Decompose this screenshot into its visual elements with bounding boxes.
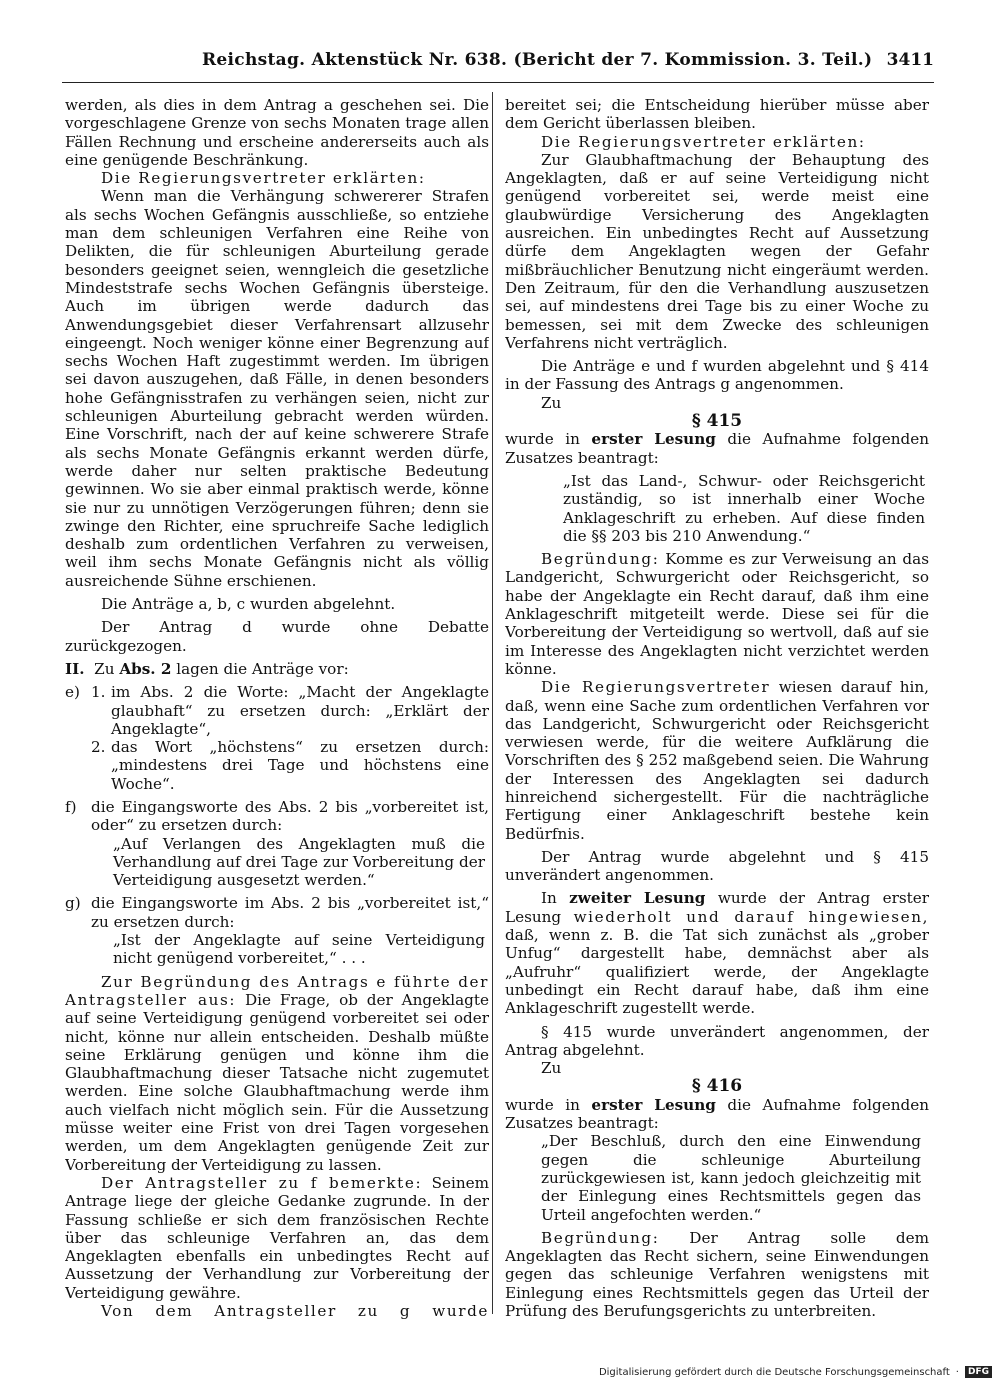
paragraph: Der Antrag wurde abgelehnt und § 415 unverändert angenommen. [505, 847, 929, 885]
paragraph: Begründung: Komme es zur Verweisung an das Landgericht, Schwurgericht oder Reichsgericht, so habe der Angeklagte ein Recht darauf, daß ihm eine Anklageschrift mitgeteilt werde. Diese sei für die Vorbereitung der Verteidigung so wertvoll, daß auf sie im Interesse des Angeklagten nicht verzichtet werden könne. [505, 550, 929, 678]
page-header [62, 50, 934, 80]
quote: „Auf Verlangen des Angeklagten muß die Verhandlung auf drei Tage zur Vorbereitung der Verteidigung ausgesetzt werden.“ [113, 834, 485, 890]
paragraph: Die Anträge a, b, c wurden abgelehnt. [101, 595, 396, 614]
paragraph: wurde in erster Lesung die Aufnahme folgenden Zusatzes beantragt: [505, 1095, 929, 1133]
page-number: 3411 [886, 50, 934, 70]
section-heading: II. Zu Abs. 2 lagen die Anträge vor: [65, 659, 349, 678]
zu-label: Zu [541, 1059, 562, 1078]
paragraph-lead: Die Regierungsvertreter erklärten: [101, 169, 426, 188]
dfg-logo-icon: DFG [965, 1366, 992, 1378]
paragraph: Der Antragsteller zu f bemerkte: Seinem Antrage liege der gleiche Gedanke zugrunde. In der Fassung schließe er sich dem französischen Rechte über das schleunige Verfahren an, das dem Angeklagten ebenfalls ein unbedingtes Recht auf Aussetzung der Verhandlung zur Vorbereitung der Verteidigung gewähre. [65, 1173, 489, 1302]
digitization-credit: Digitalisierung gefördert durch die Deutsche Forschungsgemeinschaft · DFG [599, 1366, 992, 1378]
paragraph: werden, als dies in dem Antrag a geschehen sei. Die vorgeschlagene Grenze von sechs Monaten trage allen Fällen Rechnung und erscheine andererseits auch als eine genügende Beschränkung. [65, 96, 489, 169]
right-column [505, 96, 929, 1321]
paragraph: Die Regierungsvertreter wiesen darauf hin, daß, wenn eine Sache zum ordentlichen Verfahren vor das Landgericht, Schwurgericht oder Reichsgericht verwiesen werde, für die weitere Aufklärung die Vorschriften des § 252 maßgebend seien. Die Wahrung der Interessen des Angeklagten sei dadurch hinreichend sichergestellt. Für die nachträgliche Fertigung einer Anklageschrift bestehe kein Bedürfnis. [505, 678, 929, 843]
quote: „Der Beschluß, durch den eine Einwendung gegen die schleunige Aburteilung zurückgewiesen ist, kann jedoch gleichzeitig mit der Einlegung eines Rechtsmittels gegen das Urteil angefochten werden.“ [541, 1132, 921, 1224]
running-title: Reichstag. Aktenstück Nr. 638. (Bericht der 7. Kommission. 3. Teil.) [202, 50, 873, 70]
paragraph: Zur Begründung des Antrags e führte der Antragsteller aus: Die Frage, ob der Angeklagte auf seine Verteidigung genügend vorbereitet sei oder nicht, könne nur allein entscheiden. Deshalb müßte seine Erklärung genügen und könne ihm die Glaubhaftmachung dieser Tatsache nicht zugemutet werden. Eine solche Glaubhaftmachung werde ihm auch vielfach nicht möglich sein. Für die Aussetzung müsse weiter eine Frist von drei Tagen vorgesehen werden, um dem Angeklagten genügende Zeit zur Vorbereitung der Verteidigung zu lassen. [65, 972, 489, 1174]
header-rule [62, 82, 934, 83]
zu-label: Zu [541, 393, 562, 412]
section-heading-415: § 415 [691, 411, 743, 432]
paragraph: Wenn man die Verhängung schwererer Strafen als sechs Wochen Gefängnis ausschließe, so entziehe man dem schleunigen Verfahren eine Reihe von Delikten, die für schleunigen Aburteilung gerade besonders geeignet seien, wenngleich die gesetzliche Mindeststrafe sechs Wochen Gefängnis übersteige. Auch im übrigen werde dadurch das Anwendungsgebiet dieser Verfahrensart allzusehr eingeengt. Noch weniger könne einer Begrenzung auf sechs Wochen Haft zugestimmt werden. Im übrigen sei davon auszugehen, daß Fälle, in denen besonders hohe Gefängnisstrafen zu verhängen seien, nicht zur schleunigen Aburteilung gebracht werden würden. Eine Vorschrift, nach der auf keine schwerere Strafe als sechs Monate Gefängnis erkannt werden dürfe, werde daher nur selten praktische Bedeutung gewinnen. Wo sie aber einmal praktisch werde, könne sie nur zu unnötigen Verzögerungen führen; denn sie zwinge den Richter, eine spruchreife Sache lediglich deshalb zum ordentlichen Verfahren zu verweisen, weil ihm sechs Monate Gefängnis nicht als völlig ausreichende Sühne erschienen. [65, 187, 489, 590]
paragraph: § 415 wurde unverändert angenommen, der Antrag abgelehnt. [505, 1022, 929, 1059]
paragraph: Begründung: Der Antrag solle dem Angeklagten das Recht sichern, seine Einwendungen gegen das schleunige Verfahren wenigstens mit Einlegung eines Rechtsmittels gegen das Urteil der Prüfung des Berufungsgerichts zu unterbreiten. [505, 1228, 929, 1320]
paragraph-lead: Die Regierungsvertreter erklärten: [541, 132, 866, 151]
paragraph: bereitet sei; die Entscheidung hierüber müsse aber dem Gericht überlassen bleiben. [505, 96, 929, 133]
paragraph: Zur Glaubhaftmachung der Behauptung des Angeklagten, daß er auf seine Verteidigung nicht genügend vorbereitet sei, werde meist eine glaubwürdige Versicherung des Angeklagten ausreichen. Ein unbedingtes Recht auf Aussetzung dürfe dem Angeklagten wegen der Gefahr mißbräuchlicher Benutzung nicht eingeräumt werden. Den Zeitraum, für den die Verhandlung auszusetzen sei, auf mindestens drei Tage bis zu einer Woche zu bemessen, sei mit dem Zwecke des schleunigen Verfahrens nicht verträglich. [505, 150, 929, 352]
paragraph: In zweiter Lesung wurde der Antrag erster Lesung wiederholt und darauf hingewiesen, daß, wenn z. B. die Tat sich zunächst als „grober Unfug“ dargestellt habe, demnächst aber als „Aufruhr“ qualifiziert werde, der Angeklagte unbedingt ein Recht darauf habe, daß ihm eine Anklageschrift zugestellt werde. [505, 889, 929, 1018]
quote: „Ist der Angeklagte auf seine Verteidigung nicht genügend vorbereitet,“ . . . [113, 931, 485, 968]
column-divider [492, 92, 493, 1314]
paragraph: Von dem Antragsteller zu g wurde [101, 1302, 489, 1320]
section-heading-416: § 416 [691, 1076, 743, 1097]
motion-f: f) die Eingangsworte des Abs. 2 bis „vorbereitet ist, oder“ zu ersetzen durch: [65, 797, 489, 835]
left-column [65, 96, 489, 1321]
motion-g: g) die Eingangsworte im Abs. 2 bis „vorbereitet ist,“ zu ersetzen durch: [65, 894, 489, 931]
footer-text: Digitalisierung gefördert durch die Deutsche Forschungsgemeinschaft [598, 1366, 950, 1378]
paragraph: Die Anträge e und f wurden abgelehnt und § 414 in der Fassung des Antrags g angenommen. [505, 357, 929, 394]
paragraph: Der Antrag d wurde ohne Debatte zurückgezogen. [65, 618, 489, 655]
paragraph [505, 1320, 929, 1321]
paragraph: wurde in erster Lesung die Aufnahme folgenden Zusatzes beantragt: [505, 430, 929, 467]
motion-e: e) 1. im Abs. 2 die Worte: „Macht der Angeklagte glaubhaft“ zu ersetzen durch: „Erklärt der Angeklagte“, 2. das Wort „höchstens“ zu ersetzen durch: „mindestens drei Tage und höchstens eine Woche“. [65, 683, 489, 793]
quote: „Ist das Land-, Schwur- oder Reichsgericht zuständig, so ist innerhalb einer Woche Anklageschrift zu erheben. Auf diese finden die §§ 203 bis 210 Anwendung.“ [563, 471, 925, 545]
